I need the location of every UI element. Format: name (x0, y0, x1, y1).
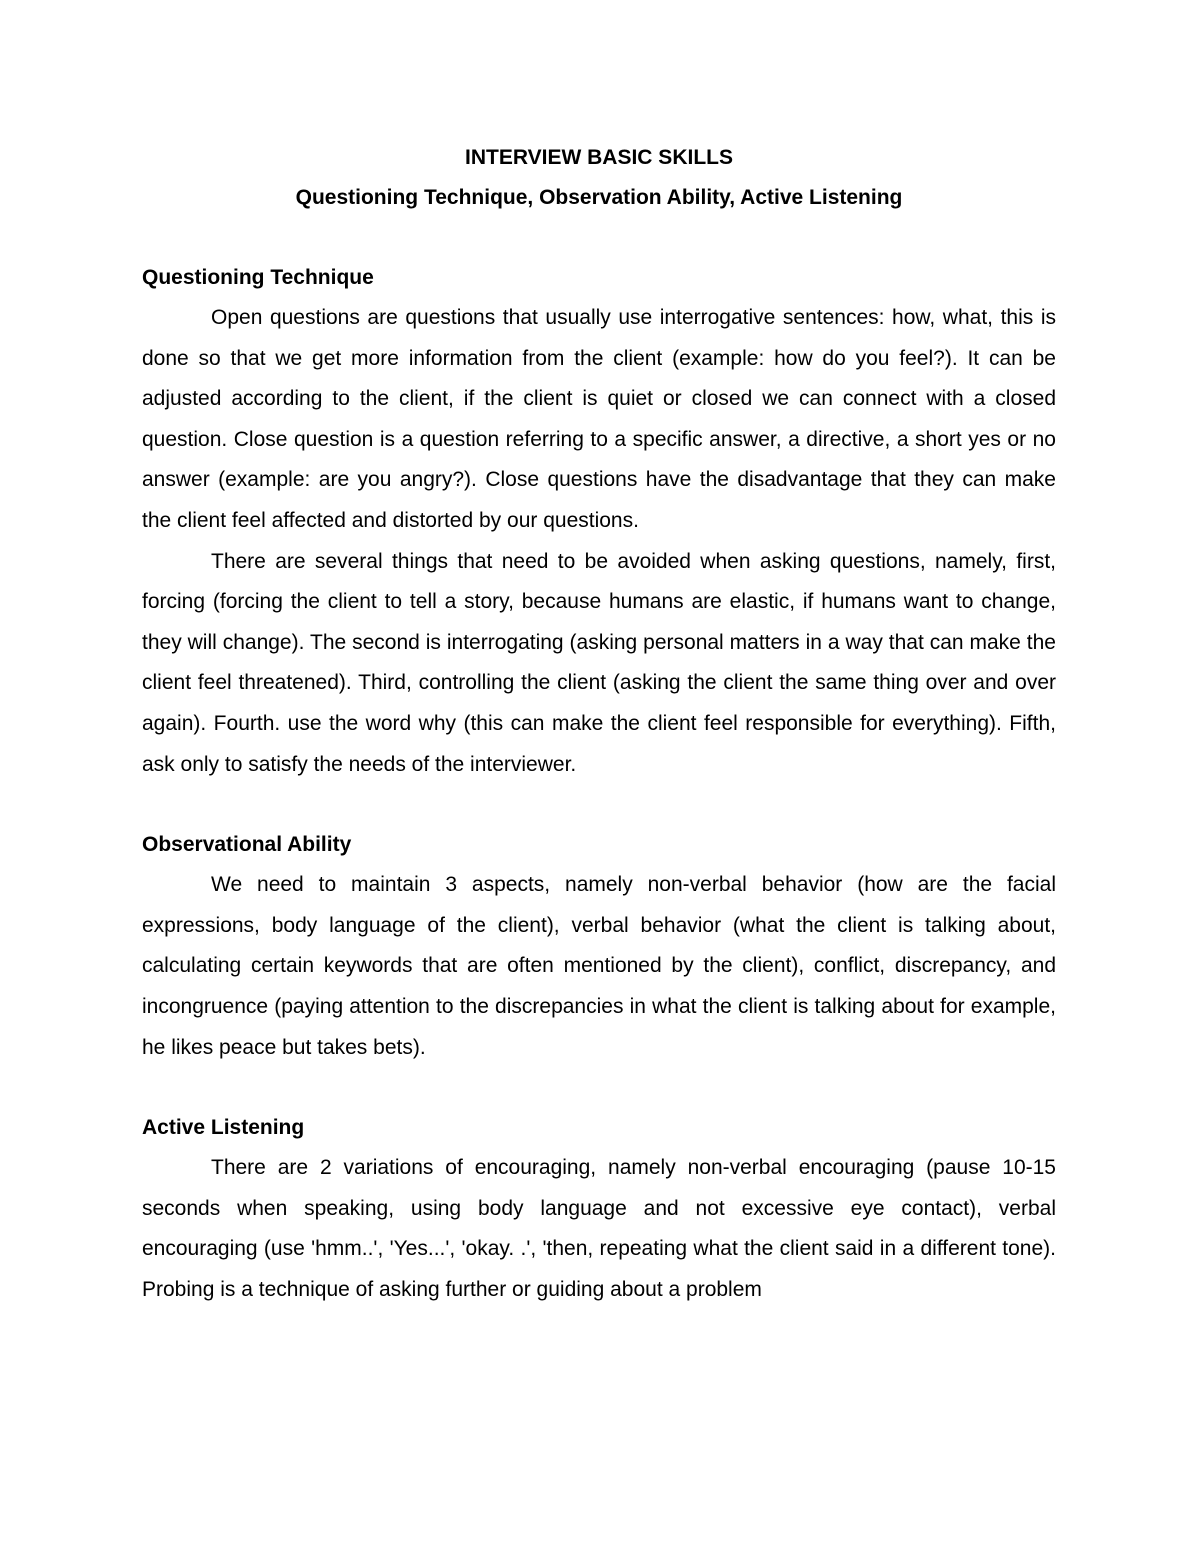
paragraph: There are several things that need to be avoided when asking questions, namely, first, forcing (forcing the client to tell a story, because humans are elastic, if humans want to change, they will change). The second is interrogating (asking personal matters in a way that can make the client feel threatened). Third, controlling the client (asking the client the same thing over and over again). Fourth. use the word why (this can make the client feel responsible for everything). Fifth, ask only to satisfy the needs of the interviewer. (142, 549, 1056, 776)
document-title: INTERVIEW BASIC SKILLS (465, 146, 733, 169)
section-heading: Questioning Technique (142, 266, 374, 289)
section-observational-ability (142, 825, 1056, 1068)
section-questioning-technique (142, 258, 1056, 785)
section-active-listening (142, 1108, 1056, 1310)
paragraph: We need to maintain 3 aspects, namely non-verbal behavior (how are the facial expressions, body language of the client), verbal behavior (what the client is talking about, calculating certain keywords that are often mentioned by the client), conflict, discrepancy, and incongruence (paying attention to the discrepancies in what the client is talking about for example, he likes peace but takes bets). (142, 873, 1056, 1059)
paragraph: Open questions are questions that usually use interrogative sentences: how, what, this is done so that we get more information from the client (example: how do you feel?). It can be adjusted according to the client, if the client is quiet or closed we can connect with a closed question. Close question is a question referring to a specific answer, a directive, a short yes or no answer (example: are you angry?). Close questions have the disadvantage that they can make the client feel affected and distorted by our questions. (142, 306, 1056, 532)
section-heading: Active Listening (142, 1116, 305, 1140)
document-subtitle: Questioning Technique, Observation Ability, Active Listening (295, 186, 903, 209)
section-heading: Observational Ability (142, 833, 352, 857)
document-body (142, 138, 1056, 1310)
paragraph: There are 2 variations of encouraging, namely non-verbal encouraging (pause 10-15 seconds when speaking, using body language and not excessive eye contact), verbal encouraging (use 'hmm..', 'Yes...', 'okay. .', 'then, repeating what the client said in a different tone). Probing is a technique of asking further or guiding about a problem (142, 1156, 1056, 1301)
